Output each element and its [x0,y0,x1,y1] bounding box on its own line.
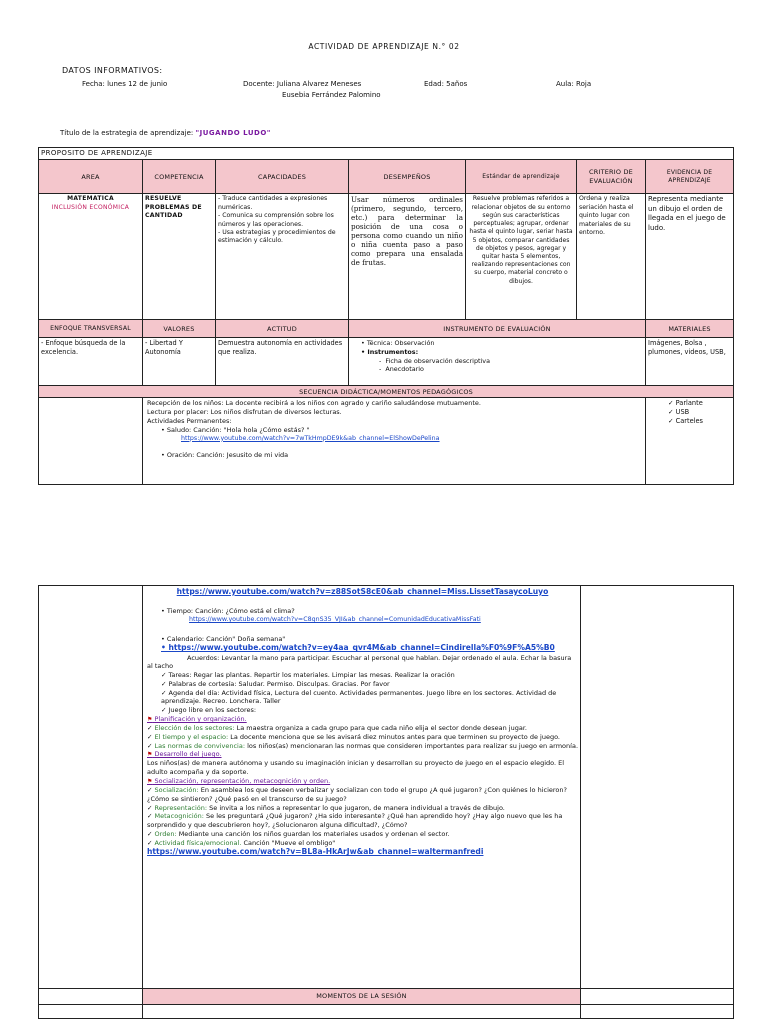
material-carteles: ✓ Carteles [668,417,731,426]
flag-icon: ⚑ [147,751,153,759]
momentos-blank-cell [39,989,143,1005]
saludo: • Saludo: Canción: "Hola hola ¿Cómo estás? " [147,426,643,435]
secuencia-header: SECUENCIA DIDÁCTICA/MOMENTOS PEDAGÓGICOS [39,386,734,398]
competencia-cell: RESUELVE PROBLEMAS DE CANTIDAD [143,194,216,320]
repre-text: Se invita a los niños a representar lo que jugaron, de manera individual a través de dibujo. [207,803,505,812]
socializacion-head-text: Socialización, representación, metacognición y orden. [154,776,331,785]
representacion [147,804,578,813]
calendario: • Calendario: Canción" Doña semana" [147,635,578,644]
instrumentos-label: • Instrumentos: [361,348,643,357]
socializacion [147,786,578,804]
clima-intro-link[interactable]: https://www.youtube.com/watch?v=z88SotS8cE0&ab_channel=Miss.LissetTasaycoLuyo [176,587,549,596]
desarrollo-text: Desarrollo del juego. [154,750,222,759]
strategy-title [60,129,271,137]
eleccion-label: Elección de los sectores: [154,723,235,732]
area-cell [39,194,143,320]
orden [147,830,578,839]
tiempo: • Tiempo: Canción: ¿Cómo está el clima? [147,607,578,616]
desarrollo-body: Los niños(as) de manera autónoma y usando su imaginación inician y desarrollan su proyecto de juego en el espacio elegido. El adulto acompaña y da soporte. [147,759,565,777]
lectura: Lectura por placer: Los niños disfrutan de diversos lecturas. [147,408,342,417]
seq-blank-cell [39,398,143,485]
secuencia-cell [143,398,646,485]
fecha: Fecha: lunes 12 de junio [82,80,168,88]
tiempo-espacio-label: El tiempo y el espacio: [154,732,229,741]
instrumento-item-1-text: Ficha de observación descriptiva [385,356,490,365]
sequence-table-continued [38,585,734,1019]
strategy-value: "JUGANDO LUDO" [195,129,271,137]
area-header: AREA [39,160,143,194]
actitud-header: ACTITUD [216,320,349,338]
desempenos-header: DESEMPEÑOS [349,160,466,194]
oracion: • Oración: Canción: Jesusito de mi vida [147,451,643,460]
materiales-cell: Imágenes, Bolsa , plumones, videos, USB, [646,338,734,386]
momentos-header: MOMENTOS DE LA SESIÓN [143,989,581,1005]
repre-label: Representación: [154,803,208,812]
actitud-cell: Demuestra autonomía en actividades que realiza. [216,338,349,386]
tiempo-espacio [147,733,578,742]
docente: Docente: Juliana Alvarez Meneses [243,80,362,88]
spacer [147,597,578,607]
planificacion-heading [147,715,578,724]
enfoque-header: ENFOQUE TRANSVERSAL [39,320,143,338]
social-text: En asamblea los que deseen verbalizar y socializan con todo el grupo ¿A qué jugaron? ¿Con quiénes lo hicieron? ¿Cómo se sintieron? ¿Qué pasó en el transcurso de su juego? [147,786,567,803]
materiales-header: MATERIALES [646,320,734,338]
spacer [147,625,578,635]
capacidad-2: - Comunica su comprensión sobre los números y las operaciones. [218,212,334,228]
seq2-blank-cell [39,586,143,989]
eleccion-sectores [147,724,578,733]
next-row-cell-2 [143,1005,581,1019]
aula: Aula: Roja [556,80,592,88]
final-link[interactable]: https://www.youtube.com/watch?v=BL8a-HkArJw&ab_channel=waltermanfredi [147,847,484,857]
capacidades-cell [216,194,349,320]
meta-label: Metacognición: [154,812,204,821]
criterio-cell: Ordena y realiza seriación hasta el quinto lugar con materiales de su entorno. [577,194,646,320]
palabras-cortesia: ✓ Palabras de cortesía: Saludar. Permiso. Disculpas. Gracias. Por favor [147,680,578,689]
seq-materiales-cell [646,398,734,485]
acuerdos: Acuerdos: Levantar la mano para participar. Escuchar al personal que hablan. Dejar ordenado el aula. Echar la basura al tacho [147,653,572,671]
instrumento-item-2: - Anecdotario [379,365,424,374]
meta-text: Se les preguntará ¿Qué jugaron? ¿Ha sido interesante? ¿Qué han aprendido hoy? ¿Hay algo nuevo que les ha sorprendido y que descubrieron hoy?, ¿Solucionaron alguna dificultad?, ¿Cómo? [147,812,563,830]
eleccion-text: La maestra organiza a cada grupo para que cada niño elija el sector donde desean jugar. [234,723,527,732]
datos-heading: DATOS INFORMATIVOS: [62,66,163,75]
sequence-cell-2 [143,586,581,989]
evidencia-cell: Representa mediante un dibujo el orden de llegada en el juego de ludo. [646,194,734,320]
instrumento-cell [349,338,646,386]
competencia-header: COMPETENCIA [143,160,216,194]
enfoque-cell: - Enfoque búsqueda de la excelencia. [39,338,143,386]
actividades-label: Actividades Permanentes: [147,416,232,425]
planificacion-text: Planificación y organización. [154,714,247,723]
normas-convivencia [147,742,578,751]
metacognicion [147,812,578,830]
fisica-text: Canción "Mueve el ombligo" [241,838,336,847]
actividad-fisica [147,839,578,848]
seq2-materials-cell [581,586,734,989]
orden-text: Mediante una canción los niños guardan los materiales usados y ordenan el sector. [176,829,450,838]
next-row-cell-3 [581,1005,734,1019]
tiempo-link[interactable]: https://www.youtube.com/watch?v=C8gnS35_VJI&ab_channel=ComunidadEducativaMissFati [189,616,481,624]
edad: Edad: 5años [424,80,468,88]
valores-header: VALORES [143,320,216,338]
desarrollo-heading [147,750,578,759]
strategy-label: Título de la estrategia de aprendizaje: [60,129,196,137]
momentos-right-cell [581,989,734,1005]
capacidades-header: CAPACIDADES [216,160,349,194]
planning-table [38,147,734,485]
calendario-link[interactable]: • https://www.youtube.com/watch?v=ey4aa_qvr4M&ab_channel=Cindirella%F0%9F%A5%B0 [147,643,578,653]
recepcion: Recepción de los niños: La docente recibirá a los niños con agrado y cariño saludándose mutuamente. [147,399,481,408]
saludo-link[interactable]: https://www.youtube.com/watch?v=7wTkHmpDE9k&ab_channel=ElShowDePelina [181,434,440,442]
estandar-header: Estándar de aprendizaje [466,160,577,194]
juego-libre: ✓ Juego libre en los sectores: [147,706,578,715]
next-row-cell-1 [39,1005,143,1019]
proposito-header: PROPOSITO DE APRENDIZAJE [39,148,734,160]
tecnica: • Técnica: Observación [361,339,643,348]
instrumento-header: INSTRUMENTO DE EVALUACIÓN [349,320,646,338]
spacer [147,443,643,451]
material-usb: ✓ USB [668,408,731,417]
area-matematica: MATEMATICA [67,195,114,203]
docente-2: Eusebia Ferrández Palomino [282,91,381,99]
flag-icon: ⚑ [147,777,153,785]
estandar-cell: Resuelve problemas referidos a relacionar objetos de su entorno según sus características perceptuales; agrupar, ordenar hasta el quinto lugar, seriar hasta 5 objetos, comparar cantidades de objetos y pesos, agregar y quitar hasta 5 elementos, realizando representaciones con su cuerpo, material concreto o dibujos. [466,194,577,320]
criterio-header: CRITERIO DE EVALUACIÓN [577,160,646,194]
evidencia-header: EVIDENCIA DE APRENDIZAJE [646,160,734,194]
valores-cell: - Libertad Y Autonomía [143,338,216,386]
fisica-label: Actividad física/emocional. [154,838,242,847]
instrumento-item-1: - Ficha de observación descriptiva [379,356,490,365]
flag-icon: ⚑ [147,715,153,723]
instrumento-item-2-text: Anecdotario [385,365,424,374]
document-title: ACTIVIDAD DE APRENDIZAJE N.° 02 [308,42,460,51]
desempeno-cell: Usar números ordinales (primero, segundo, tercero, etc.) para determinar la posición de una cosa o persona como cuando un niño o niña cuenta paso a paso como prepara una ensalada de frutas. [349,194,466,320]
socializacion-heading [147,777,578,786]
material-parlante: ✓ Parlante [668,399,731,408]
tiempo-espacio-text: La docente menciona que se les avisará diez minutos antes para que terminen su proyecto de juego. [228,732,560,741]
capacidad-1: - Traduce cantidades a expresiones numéricas. [218,195,328,211]
normas-label: Las normas de convivencia: [154,741,246,750]
social-label: Socialización: [154,786,199,794]
area-inclusion: INCLUSIÓN ECONÓMICA [51,203,130,211]
tareas: ✓ Tareas: Regar las plantas. Repartir los materiales. Limpiar las mesas. Realizar la oración [147,671,578,680]
capacidad-3: - Usa estrategias y procedimientos de estimación y cálculo. [218,228,336,245]
agenda: ✓ Agenda del día: Actividad física, Lectura del cuento. Actividades permanentes. Juego libre en los sectores. Actividad de aprendizaje. Recreo. Lonchera. Taller [147,689,578,707]
normas-text: los niños(as) mencionaran las normas que consideren importantes para realizar su juego en armonía. [245,741,579,750]
orden-label: Orden: [154,829,177,838]
